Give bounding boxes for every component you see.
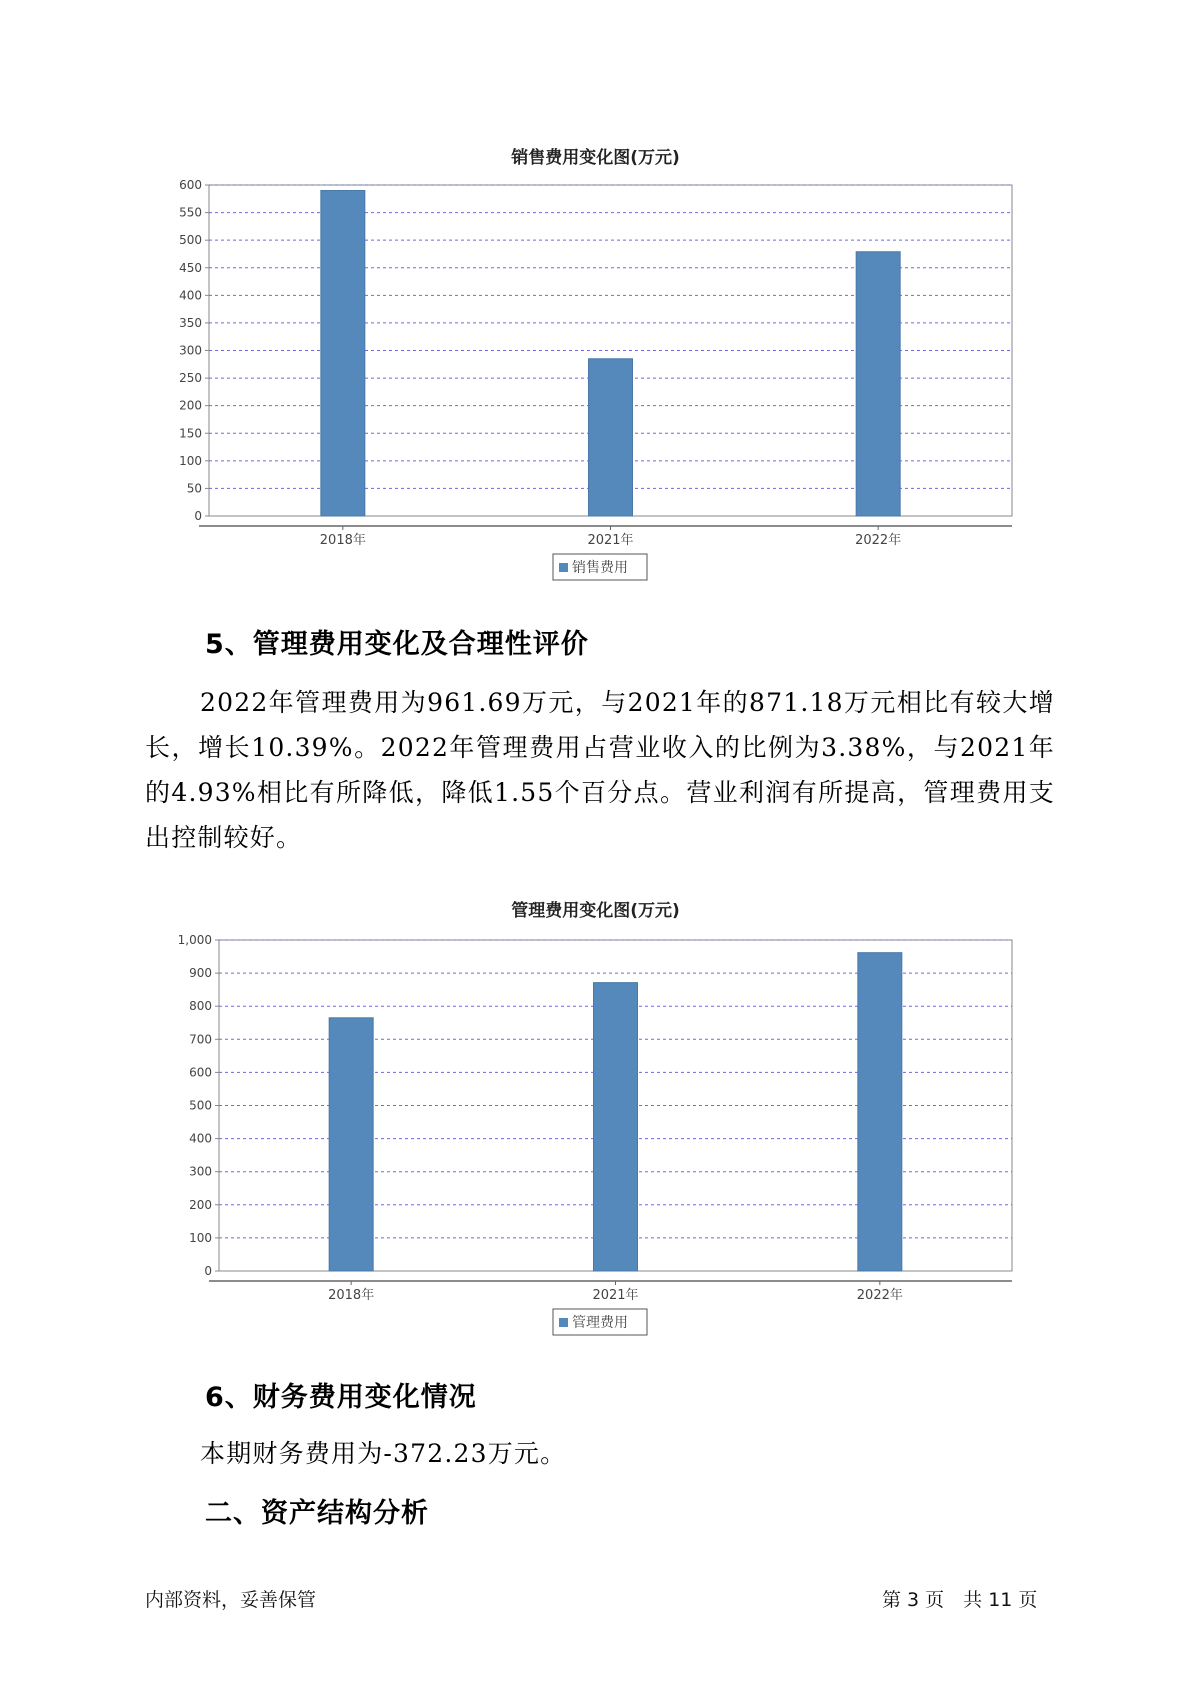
bar	[321, 191, 365, 516]
x-tick-label: 2018年	[328, 1288, 375, 1303]
x-tick-label: 2022年	[856, 1288, 903, 1303]
y-tick-label: 300	[189, 1164, 212, 1179]
x-tick-label: 2022年	[855, 533, 902, 548]
bar	[594, 983, 638, 1271]
y-tick-label: 500	[179, 233, 202, 248]
y-tick-label: 200	[189, 1197, 212, 1212]
y-tick-label: 0	[194, 509, 202, 523]
x-tick-label: 2018年	[319, 533, 366, 548]
bar	[329, 1018, 373, 1271]
admin-chart-title: 管理费用变化图(万元)	[511, 901, 680, 921]
y-tick-label: 1,000	[177, 933, 212, 947]
admin-section-heading: 5、管理费用变化及合理性评价	[205, 629, 589, 660]
bar	[858, 953, 902, 1271]
y-tick-label: 450	[179, 260, 202, 275]
y-tick-label: 250	[179, 371, 202, 386]
y-tick-label: 700	[189, 1032, 212, 1047]
sales-chart-title: 销售费用变化图(万元)	[511, 148, 680, 168]
sales-expense-chart	[0, 170, 1191, 590]
y-tick-label: 150	[179, 426, 202, 441]
x-tick-label: 2021年	[592, 1288, 639, 1303]
y-tick-label: 100	[189, 1230, 212, 1245]
y-tick-label: 200	[179, 398, 202, 413]
legend-label: 管理费用	[572, 1315, 628, 1331]
y-tick-label: 400	[189, 1131, 212, 1146]
asset-section-heading: 二、资产结构分析	[205, 1498, 429, 1529]
legend-swatch	[559, 1318, 568, 1327]
finance-section-heading: 6、财务费用变化情况	[205, 1382, 477, 1413]
y-tick-label: 0	[204, 1264, 212, 1278]
y-tick-label: 300	[179, 343, 202, 358]
y-tick-label: 600	[179, 178, 202, 192]
y-tick-label: 100	[179, 453, 202, 468]
y-tick-label: 600	[189, 1065, 212, 1080]
x-tick-label: 2021年	[587, 533, 634, 548]
footer-confidential: 内部资料，妥善保管	[145, 1589, 317, 1611]
y-tick-label: 900	[189, 966, 212, 981]
admin-paragraph: 2022年管理费用为961.69万元，与2021年的871.18万元相比有较大增长，增长10.39%。2022年管理费用占营业收入的比例为3.38%，与2021年的4.93%相比有所降低，降低1.55个百分点。营业利润有所提高，管理费用支出控制较好。	[145, 688, 1055, 852]
footer-page-number: 第 3 页 共 11 页	[882, 1589, 1038, 1611]
y-tick-label: 350	[179, 315, 202, 330]
y-tick-label: 400	[179, 288, 202, 303]
bar	[589, 359, 633, 516]
y-tick-label: 550	[179, 205, 202, 220]
legend-label: 销售费用	[572, 560, 628, 576]
legend-swatch	[559, 563, 568, 572]
y-tick-label: 500	[189, 1098, 212, 1113]
y-tick-label: 800	[189, 999, 212, 1014]
y-tick-label: 50	[186, 481, 202, 496]
admin-expense-chart	[0, 925, 1191, 1345]
bar	[856, 252, 900, 516]
finance-paragraph: 本期财务费用为-372.23万元。	[200, 1439, 567, 1468]
